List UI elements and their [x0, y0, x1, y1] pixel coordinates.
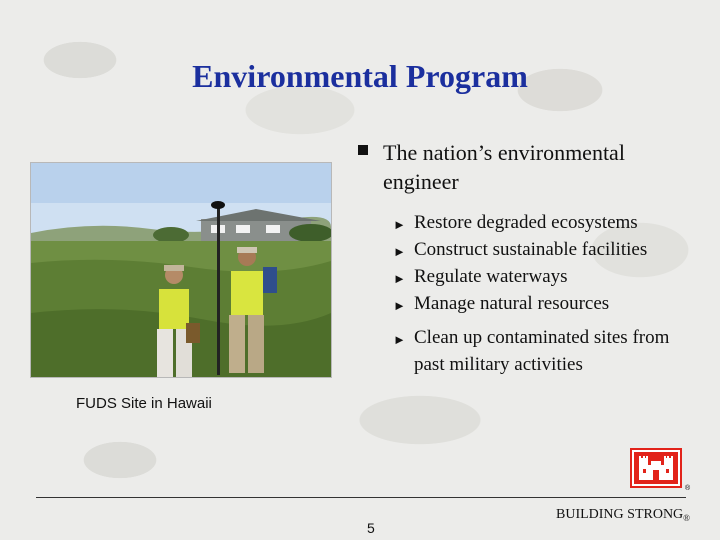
sub-bullet-item: [393, 324, 683, 378]
triangle-arrow-icon: ►: [393, 298, 406, 313]
sub-bullet-text: Regulate waterways: [414, 266, 568, 287]
sub-bullet-item: [393, 209, 693, 236]
page-number: 5: [367, 520, 375, 536]
photo-caption: FUDS Site in Hawaii: [76, 395, 212, 412]
main-bullet-text: The nation’s environmental engineer: [383, 140, 625, 194]
site-photo: [30, 162, 332, 378]
sub-bullet-text: Restore degraded ecosystems: [414, 212, 638, 233]
usace-castle-logo: [630, 448, 682, 488]
footer-registered-mark: ®: [683, 513, 691, 523]
footer-tagline-text: BUILDING STRONG: [556, 507, 684, 522]
sub-bullet-text: Manage natural resources: [414, 293, 610, 314]
triangle-arrow-icon: ►: [393, 217, 406, 232]
sub-bullet-item: [393, 263, 693, 290]
main-bullet: [358, 138, 678, 196]
sub-bullet-item: [393, 290, 693, 317]
sub-bullet-text: Construct sustainable facilities: [414, 239, 648, 260]
triangle-arrow-icon: ►: [393, 244, 406, 259]
footer-tagline: [556, 507, 690, 523]
logo-registered-mark: ®: [685, 485, 691, 492]
footer-divider: [36, 497, 686, 498]
square-bullet-icon: [358, 145, 368, 155]
triangle-arrow-icon: ►: [393, 332, 406, 347]
triangle-arrow-icon: ►: [393, 271, 406, 286]
slide-title: Environmental Program: [192, 58, 528, 94]
sub-bullet-item: [393, 236, 693, 263]
sub-bullet-text: Clean up contaminated sites from past military activities: [414, 327, 670, 375]
